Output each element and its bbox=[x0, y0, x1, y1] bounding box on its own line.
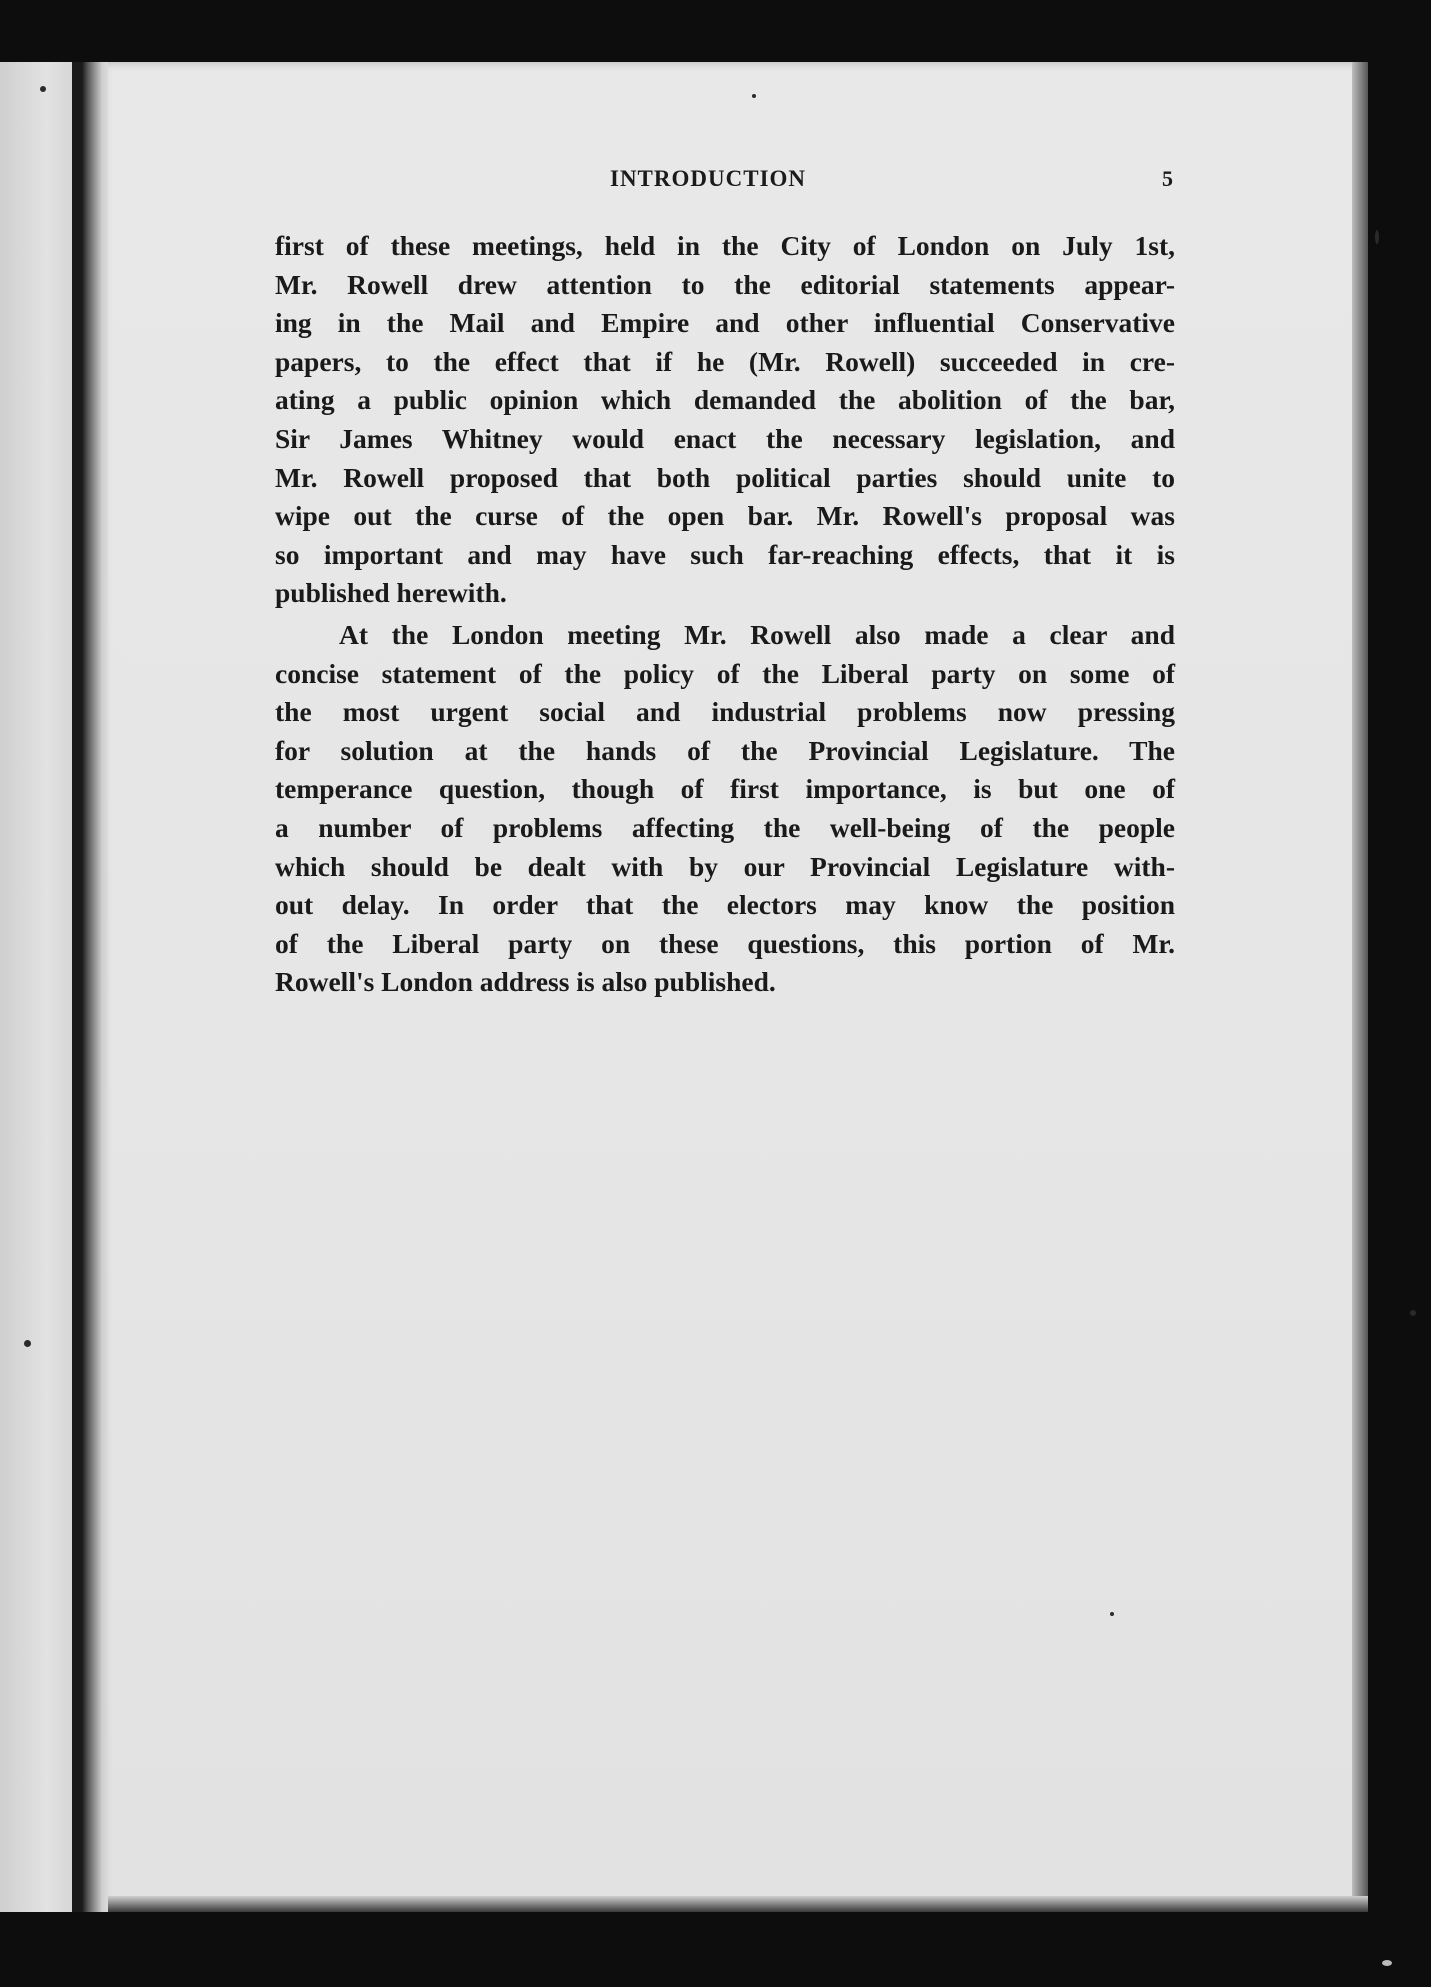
text-line: a number of problems affecting the well-being of the people bbox=[275, 811, 1175, 843]
text-line: ing in the Mail and Empire and other influential Conservative bbox=[275, 307, 1175, 339]
book-gutter bbox=[72, 62, 112, 1912]
page-number: 5 bbox=[1162, 166, 1173, 191]
text-line: which should be dealt with by our Provincial Legislature with- bbox=[275, 850, 1175, 882]
running-head: INTRODUCTION bbox=[610, 166, 807, 191]
text-line: wipe out the curse of the open bar. Mr. Rowell's proposal was bbox=[275, 500, 1175, 532]
text-line: the most urgent social and industrial problems now pressing bbox=[275, 696, 1175, 728]
scan-speck bbox=[1110, 1612, 1114, 1616]
scan-speck bbox=[1382, 1960, 1392, 1966]
facing-page-edge bbox=[0, 62, 78, 1912]
paragraph-2 bbox=[275, 616, 1175, 1002]
text-line: temperance question, though of first importance, is but one of bbox=[275, 773, 1175, 805]
text-line: published herewith. bbox=[275, 577, 507, 609]
scan-speck bbox=[752, 94, 756, 98]
page-bottom-edge bbox=[108, 1896, 1368, 1912]
scan-speck bbox=[24, 1340, 31, 1347]
text-line: Mr. Rowell proposed that both political parties should unite to bbox=[275, 461, 1175, 493]
text-line: concise statement of the policy of the Liberal party on some of bbox=[275, 657, 1175, 689]
text-line: Sir James Whitney would enact the necessary legislation, and bbox=[275, 422, 1175, 454]
text-line: first of these meetings, held in the City of London on July 1st, bbox=[275, 230, 1175, 261]
text-line: so important and may have such far-reaching effects, that it is bbox=[275, 538, 1175, 570]
page-right-edge bbox=[1352, 62, 1368, 1912]
text-line: for solution at the hands of the Provincial Legislature. The bbox=[275, 734, 1175, 766]
text-line: Mr. Rowell drew attention to the editorial statements appear- bbox=[275, 268, 1175, 300]
text-line: At the London meeting Mr. Rowell also made a clear and bbox=[339, 618, 1175, 650]
text-line: of the Liberal party on these questions, this portion of Mr. bbox=[275, 927, 1175, 959]
paragraph-1 bbox=[275, 227, 1175, 613]
text-line: out delay. In order that the electors may know the position bbox=[275, 889, 1175, 921]
text-line: Rowell's London address is also published. bbox=[275, 966, 776, 998]
scan-speck bbox=[1410, 1310, 1416, 1316]
body-text bbox=[275, 227, 1175, 1002]
text-line: ating a public opinion which demanded the abolition of the bar, bbox=[275, 384, 1175, 416]
text-line: papers, to the effect that if he (Mr. Rowell) succeeded in cre- bbox=[275, 345, 1175, 377]
scan-speck bbox=[40, 86, 46, 92]
scan-speck bbox=[1375, 230, 1379, 244]
